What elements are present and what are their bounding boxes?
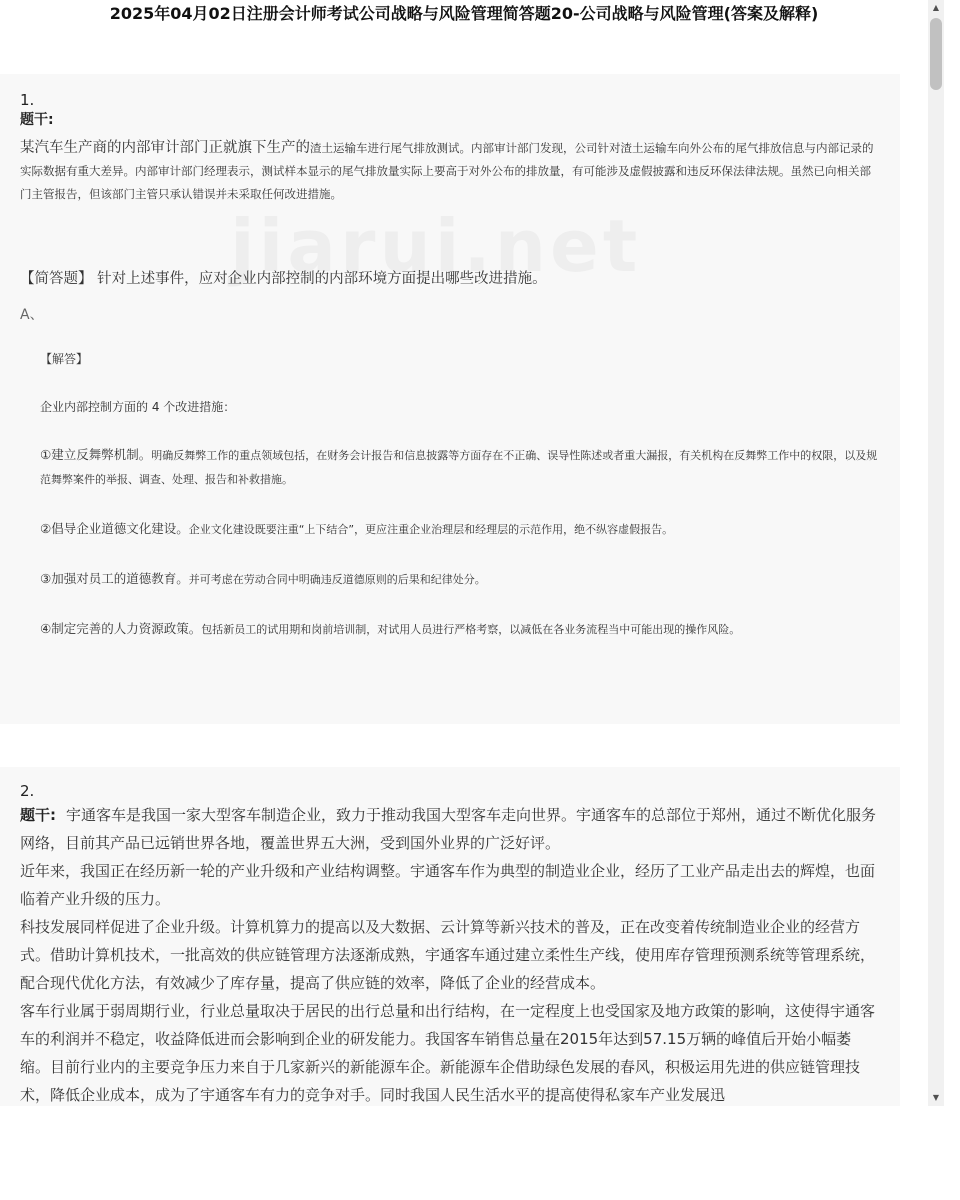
answer-measure-2 — [40, 517, 880, 541]
measure-body: 包括新员工的试用期和岗前培训制，对试用人员进行严格考察，以减低在各业务流程当中可能出现的操作风险。 — [201, 623, 741, 636]
scroll-down-arrow-icon[interactable]: ▼ — [932, 1093, 940, 1102]
measure-body: 并可考虑在劳动合同中明确违反道德原则的后果和纪律处分。 — [188, 573, 486, 586]
answer-measure-3 — [40, 567, 880, 591]
question-stem — [20, 136, 880, 205]
bottom-blank-area — [0, 1106, 960, 1200]
measure-head: ②倡导企业道德文化建设。 — [40, 521, 189, 536]
stem-label: 题干: — [20, 112, 54, 128]
option-a[interactable]: A、 — [20, 307, 44, 323]
measure-body: 企业文化建设既要注重“上下结合”，更应注重企业治理层和经理层的示范作用，绝不纵容虚假报告。 — [188, 523, 674, 536]
answer-label: 【解答】 — [40, 352, 89, 366]
stem-label: 题干: — [20, 806, 56, 824]
stem-paragraph-2: 近年来，我国正在经历新一轮的产业升级和产业结构调整。宇通客车作为典型的制造业企业，经历了工业产品走出去的辉煌，也面临着产业升级的压力。 — [20, 862, 876, 908]
stem-paragraph-1 — [20, 801, 880, 857]
question-card-1 — [0, 74, 900, 724]
answer-measure-4 — [40, 617, 880, 641]
stem-paragraph-4: 客车行业属于弱周期行业，行业总量取决于居民的出行总量和出行结构，在一定程度上也受国家及地方政策的影响，这使得宇通客车的利润并不稳定，收益降低进而会影响到企业的研发能力。我国客车销售总量在2015年达到57.15万辆的峰值后开始小幅萎缩。目前行业内的主要竞争压力来自于几家新兴的新能源车企。新能源车企借助绿色发展的春风，积极运用先进的供应链管理技术，降低企业成本，成为了宇通客车有力的竞争对手。同时我国人民生活水平的提高使得私家车产业发展迅 — [20, 1002, 876, 1104]
question-prompt: 【简答题】 针对上述事件，应对企业内部控制的内部环境方面提出哪些改进措施。 — [20, 271, 547, 287]
question-number: 2. — [20, 782, 35, 800]
measure-body: 明确反舞弊工作的重点领域包括，在财务会计报告和信息披露等方面存在不正确、误导性陈述或者重大漏报，有关机构在反舞弊工作中的权限，以及规范舞弊案件的举报、调查、处理、报告和补救措施。 — [40, 449, 878, 486]
vertical-scrollbar[interactable] — [928, 0, 944, 1106]
measure-head: ③加强对员工的道德教育。 — [40, 571, 189, 586]
stem-text-part2: 渣土运输车进行尾气排放测试。内部审计部门发现，公司针对渣土运输车向外公布的尾气排放信息与内部记录的实际数据有重大差异。内部审计部门经理表示，测试样本显示的尾气排放量实际上要高于对外公布的排放量，有可能涉及虚假披露和违反环保法律法规。虽然已向相关部门主管报告，但该部门主管只承认错误并未采取任何改进措施。 — [20, 141, 874, 201]
question-number: 1. — [20, 91, 35, 109]
measure-head: ①建立反舞弊机制。 — [40, 447, 152, 462]
measure-head: ④制定完善的人力资源政策。 — [40, 621, 202, 636]
question-card-2 — [0, 767, 900, 1106]
answer-measure-1 — [40, 443, 880, 491]
scroll-up-arrow-icon[interactable]: ▲ — [932, 3, 940, 12]
stem-paragraph-3: 科技发展同样促进了企业升级。计算机算力的提高以及大数据、云计算等新兴技术的普及，正在改变着传统制造业企业的经营方式。借助计算机技术，一批高效的供应链管理方法逐渐成熟，宇通客车通过建立柔性生产线，使用库存管理预测系统等管理系统，配合现代优化方法，有效减少了库存量，提高了供应链的效率，降低了企业的经营成本。 — [20, 918, 876, 992]
stem-paragraph-text: 宇通客车是我国一家大型客车制造企业，致力于推动我国大型客车走向世界。宇通客车的总部位于郑州，通过不断优化服务网络，目前其产品已远销世界各地，覆盖世界五大洲，受到国外业界的广泛好评。 — [20, 806, 877, 852]
answer-intro: 企业内部控制方面的 4 个改进措施： — [40, 400, 236, 414]
scroll-thumb[interactable] — [930, 18, 942, 90]
answer-block — [40, 349, 880, 641]
page-title: 2025年04月02日注册会计师考试公司战略与风险管理简答题20-公司战略与风险管理(答案及解释) — [109, 4, 819, 23]
stem-text-part1: 某汽车生产商的内部审计部门正就旗下生产的 — [20, 140, 310, 156]
